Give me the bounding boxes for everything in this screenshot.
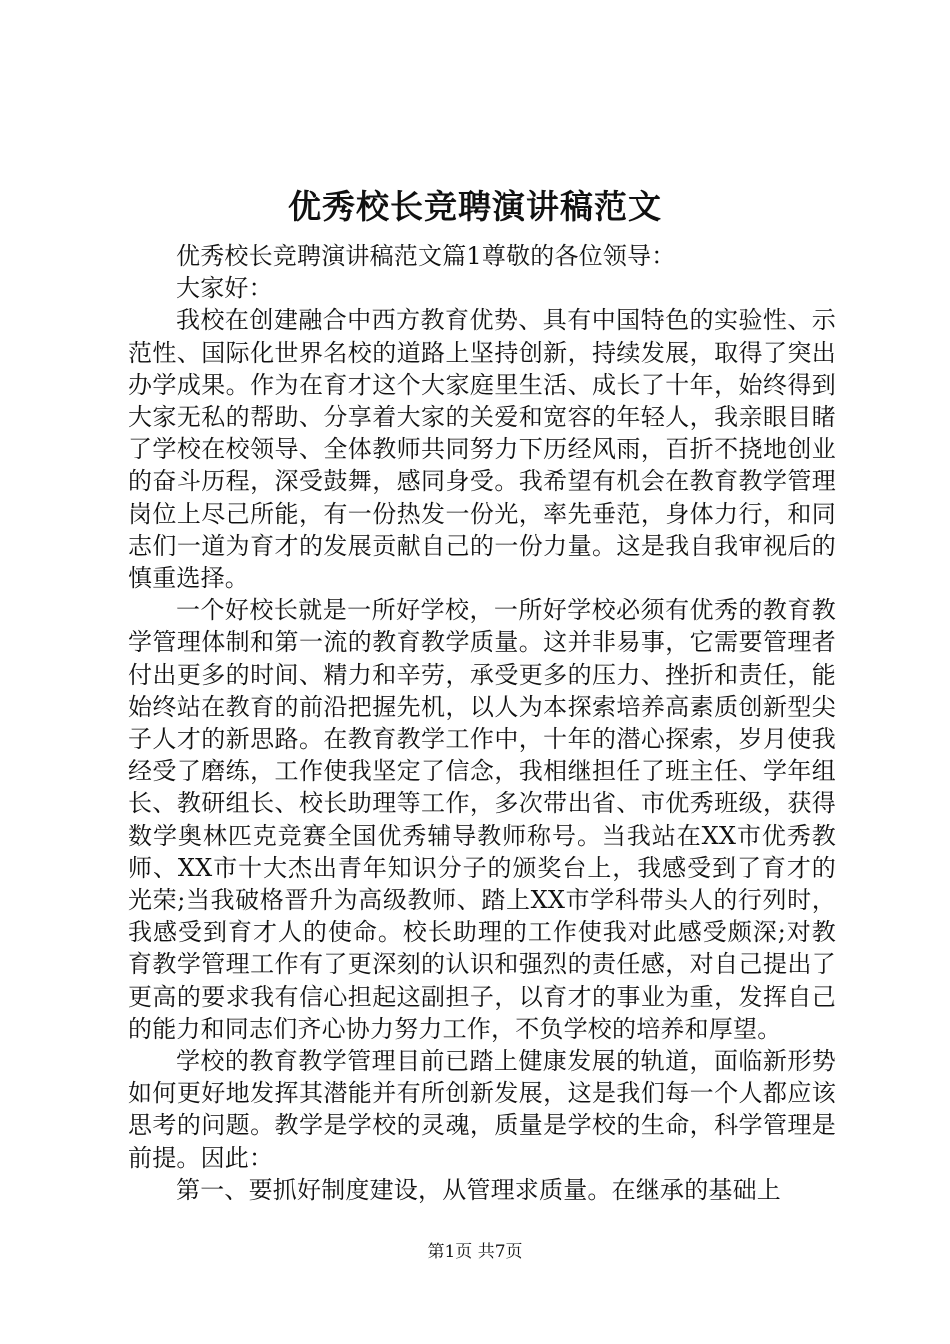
document-body <box>128 240 836 1206</box>
paragraph-1: 我校在创建融合中西方教育优势、具有中国特色的实验性、示范性、国际化世界名校的道路上坚持创新，持续发展，取得了突出办学成果。作为在育才这个大家庭里生活、成长了十年，始终得到大家无私的帮助、分享着大家的关爱和宽容的年轻人，我亲眼目睹了学校在校领导、全体教师共同努力下历经风雨，百折不挠地创业的奋斗历程，深受鼓舞，感同身受。我希望有机会在教育教学管理岗位上尽己所能，有一份热发一份光，率先垂范，身体力行，和同志们一道为育才的发展贡献自己的一份力量。这是我自我审视后的慎重选择。 <box>128 306 836 593</box>
paragraph-intro: 优秀校长竞聘演讲稿范文篇1尊敬的各位领导： <box>176 242 676 270</box>
paragraph-greeting: 大家好： <box>176 274 273 303</box>
page-number: 第1页 共7页 <box>427 1242 523 1262</box>
paragraph-2: 一个好校长就是一所好学校，一所好学校必须有优秀的教育教学管理体制和第一流的教育教学质量。这并非易事，它需要管理者付出更多的时间、精力和辛劳，承受更多的压力、挫折和责任，能始终站在教育的前沿把握先机，以人为本探索培养高素质创新型尖子人才的新思路。在教育教学工作中，十年的潜心探索，岁月使我经受了磨练，工作使我坚定了信念，我相继担任了班主任、学年组长、教研组长、校长助理等工作，多次带出省、市优秀班级，获得数学奥林匹克竞赛全国优秀辅导教师称号。当我站在XX市优秀教师、XX市十大杰出青年知识分子的颁奖台上，我感受到了育才的光荣;当我破格晋升为高级教师、踏上XX市学科带头人的行列时，我感受到育才人的使命。校长助理的工作使我对此感受颇深;对教育教学管理工作有了更深刻的认识和强烈的责任感，对自己提出了更高的要求我有信心担起这副担子，以育才的事业为重，发挥自己的能力和同志们齐心协力努力工作，不负学校的培养和厚望。 <box>128 596 836 1043</box>
paragraph-3: 学校的教育教学管理目前已踏上健康发展的轨道，面临新形势如何更好地发挥其潜能并有所创新发展，这是我们每一个人都应该思考的问题。教学是学校的灵魂，质量是学校的生命，科学管理是前提。因此： <box>128 1047 836 1172</box>
paragraph-4: 第一、要抓好制度建设，从管理求质量。在继承的基础上 <box>176 1175 781 1204</box>
page-title: 优秀校长竞聘演讲稿范文 <box>288 187 662 226</box>
